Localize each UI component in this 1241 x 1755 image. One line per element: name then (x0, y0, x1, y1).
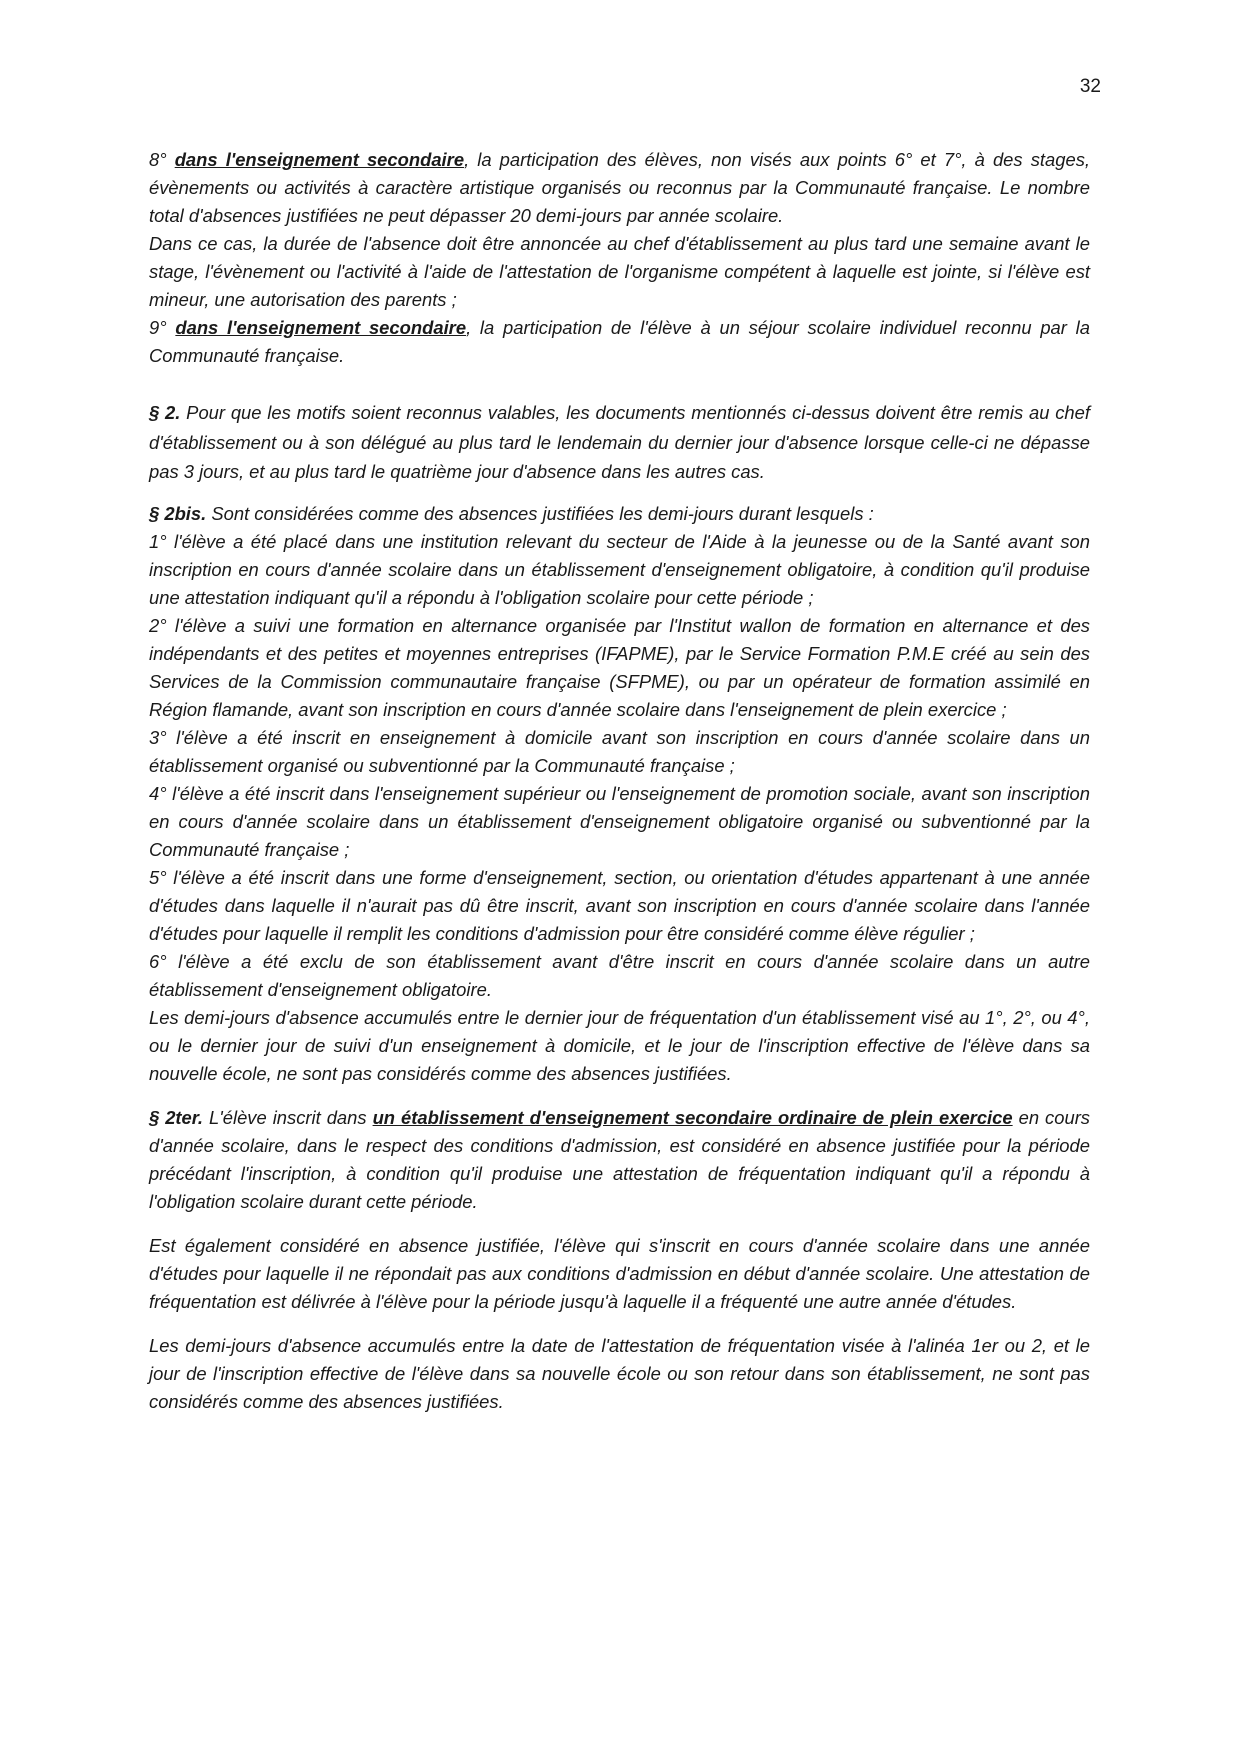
item-number: 8° (149, 149, 175, 170)
list-item: 1° l'élève a été placé dans une institution relevant du secteur de l'Aide à la jeunesse ou de la Santé avant son inscription en cours d'année scolaire dans un établissement d'enseignement obligatoire, à condition qu'il produise une attestation indiquant qu'il a répondu à l'obligation scolaire pour cette période ; (149, 530, 1090, 608)
section-2 (149, 398, 1090, 487)
section-text: L'élève inscrit dans (203, 1106, 373, 1128)
section-2bis-intro (149, 500, 1090, 528)
paragraph-8 (149, 146, 1090, 230)
list-item: 2° l'élève a suivi une formation en alternance organisée par l'Institut wallon de formation en alternance et des indépendants et des petites et moyennes entreprises (IFAPME), par le Service Formation P.M.E créé au sein des Services de la Commission communautaire française (SFPME), ou par un opérateur de formation assimilé en Région flamande, avant son inscription en cours d'année scolaire dans l'enseignement de plein exercice ; (149, 614, 1090, 720)
section-label: § 2. (149, 402, 181, 423)
page-number: 32 (1079, 76, 1101, 97)
section-text: Sont considérées comme des absences justifiées les demi-jours durant lesquels : (206, 502, 874, 524)
section-2ter-paragraph-2: Est également considéré en absence justifiée, l'élève qui s'inscrit en cours d'année scolaire dans une année d'études pour laquelle il ne répondait pas aux conditions d'admission en début d'année scolaire. Une attestation de fréquentation est délivrée à l'élève pour la période jusqu'à laquelle il a fréquenté une autre année d'études. (149, 1234, 1090, 1312)
underlined-emphasis: dans l'enseignement secondaire (174, 149, 465, 170)
section-text: Pour que les motifs soient reconnus valables, les documents mentionnés ci-dessus doivent être remis au chef d'établissement ou à son délégué au plus tard le lendemain du dernier jour d'absence lorsque celle-ci ne dépasse pas 3 jours, et au plus tard le quatrième jour d'absence dans les autres cas. (149, 402, 1090, 482)
list-item: 6° l'élève a été exclu de son établissement avant d'être inscrit en cours d'année scolaire dans un autre établissement d'enseignement obligatoire. (149, 950, 1090, 1000)
list-item: 3° l'élève a été inscrit en enseignement à domicile avant son inscription en cours d'année scolaire dans un établissement organisé ou subventionné par la Communauté française ; (149, 726, 1090, 776)
item-number: 9° (149, 317, 176, 338)
section-2bis-closing: Les demi-jours d'absence accumulés entre le dernier jour de fréquentation d'un établissement visé au 1°, 2°, ou 4°, ou le dernier jour de suivi d'un enseignement à domicile, et le jour de l'inscription effective de l'élève dans sa nouvelle école, ne sont pas considérés comme des absences justifiées. (149, 1006, 1090, 1084)
paragraph-8-detail: Dans ce cas, la durée de l'absence doit être annoncée au chef d'établissement au plus tard une semaine avant le stage, l'évènement ou l'activité à l'aide de l'attestation de l'organisme compétent à laquelle est jointe, si l'élève est mineur, une autorisation des parents ; (149, 233, 1090, 310)
section-2ter (149, 1104, 1090, 1216)
document-body (149, 146, 1090, 1416)
list-item: 5° l'élève a été inscrit dans une forme d'enseignement, section, ou orientation d'études appartenant à une année d'études dans laquelle il n'aurait pas dû être inscrit, avant son inscription en cours d'année scolaire dans l'année d'études pour laquelle il remplit les conditions d'admission pour être considéré comme élève régulier ; (149, 866, 1090, 944)
paragraph-9 (149, 314, 1090, 370)
section-label: § 2ter. (149, 1106, 204, 1128)
underlined-emphasis: dans l'enseignement secondaire (175, 317, 467, 338)
list-item: 4° l'élève a été inscrit dans l'enseignement supérieur ou l'enseignement de promotion sociale, avant son inscription en cours d'année scolaire dans un établissement d'enseignement obligatoire organisé ou subventionné par la Communauté française ; (149, 782, 1090, 860)
section-label: § 2bis. (149, 502, 207, 524)
section-2ter-paragraph-3: Les demi-jours d'absence accumulés entre la date de l'attestation de fréquentation visée à l'alinéa 1er ou 2, et le jour de l'inscription effective de l'élève dans sa nouvelle école ou son retour dans son établissement, ne sont pas considérés comme des absences justifiées. (149, 1334, 1090, 1412)
paragraph-text: , la participation de l'élève à un séjour scolaire individuel reconnu par la Communauté française. (149, 317, 1090, 366)
paragraph-text: , la participation des élèves, non visés aux points 6° et 7°, à des stages, évènements ou activités à caractère artistique organisés ou reconnus par la Communauté française. Le nombre total d'absences justifiées ne peut dépasser 20 demi-jours par année scolaire. (149, 149, 1090, 226)
underlined-emphasis: un établissement d'enseignement secondaire ordinaire de plein exercice (372, 1106, 1013, 1128)
section-text: en cours d'année scolaire, dans le respect des conditions d'admission, est considéré en absence justifiée pour la période précédant l'inscription, à condition qu'il produise une attestation de fréquentation indiquant qu'il a répondu à l'obligation scolaire durant cette période. (149, 1106, 1091, 1212)
